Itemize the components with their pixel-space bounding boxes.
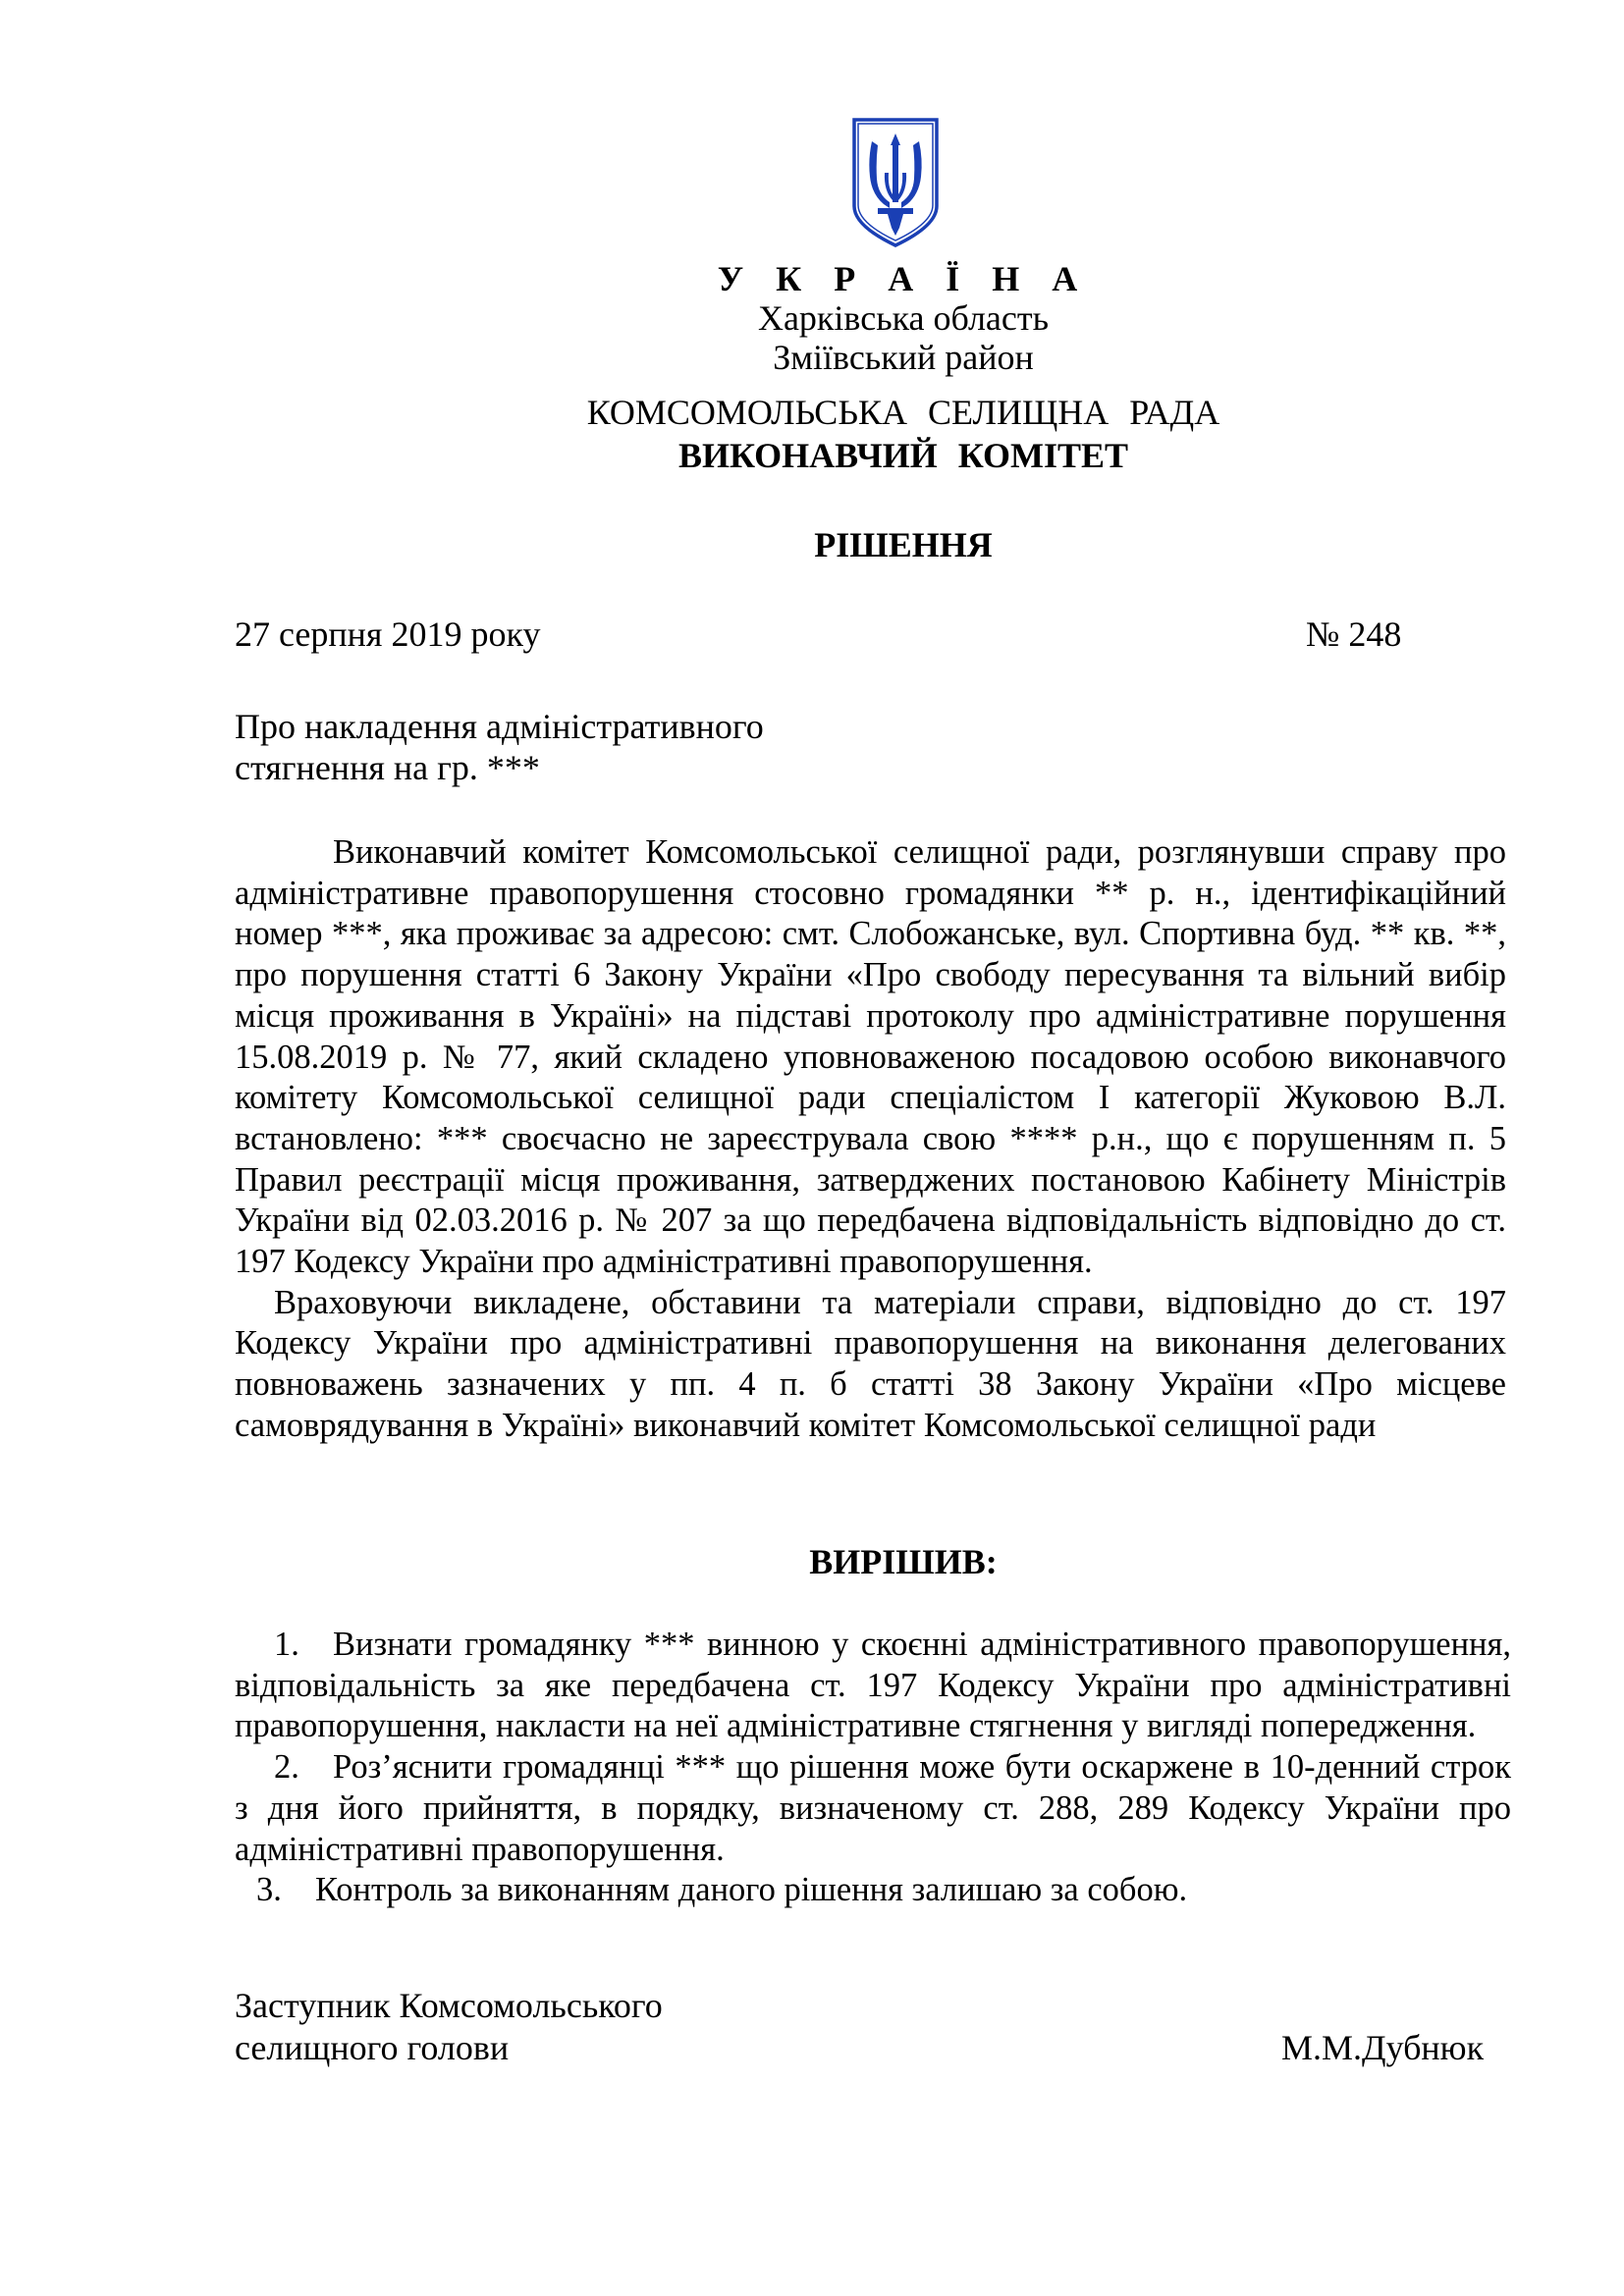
decisions-list [235,1625,1511,1911]
signatory-name: М.М.Дубнюк [1281,2028,1485,2067]
decision-heading: ВИРІШИВ: [809,1542,998,1581]
document-body [235,832,1506,1447]
subject-line-1: Про накладення адміністративного [235,707,764,746]
decision-item-text: Контроль за виконанням даного рішення залишаю за собою. [315,1871,1188,1909]
document-type-heading: РІШЕННЯ [814,525,993,564]
decision-item-number: 2. [274,1748,299,1787]
decision-item-3 [235,1870,1511,1911]
document-date: 27 серпня 2019 року [235,614,541,654]
region-line: Харківська область [757,298,1050,338]
country-title: У К Р А Ї Н А [717,259,1090,298]
decision-item-number: 3. [256,1871,282,1909]
body-paragraph-1: Виконавчий комітет Комсомольської селищної ради, розглянувши справу про адміністративне правопорушення стосовно громадянки ** р. н., ідентифікаційний номер ***, яка проживає за адресою: смт. Слобожанське, вул. Спортивна буд. ** кв. **, про порушення статті 6 Закону України «Про свободу пересування та вільний вибір місця проживання в Україні» на підставі протоколу про адміністративне порушення 15.08.2019 р. № 77, який складено уповноваженою посадовою особою виконавчого комітету Комсомольської селищної ради спеціалістом І категорії Жуковою В.Л. встановлено: *** своєчасно не зареєструвала свою **** р.н., що є порушенням п. 5 Правил реєстрації місця проживання, затверджених постановою Кабінету Міністрів України від 02.03.2016 р. № 207 за що передбачена відповідальність відповідно до ст. 197 Кодексу України про адміністративні правопорушення. [235,833,1506,1281]
body-paragraph-2: Враховуючи викладене, обставини та матеріали справи, відповідно до ст. 197 Кодексу України про адміністративні правопорушення на виконання делегованих повноважень зазначених у пп. 4 п. б статті 38 Закону України «Про місцеве самоврядування в Україні» виконавчий комітет Комсомольської селищної ради [235,1283,1506,1444]
decision-item-text: Роз’яснити громадянці *** що рішення може бути оскаржене в 10-денний строк з дня його прийняття, в порядку, визначеному ст. 288, 289 Кодексу України про адміністративні правопорушення. [235,1748,1511,1868]
decision-item-text: Визнати громадянку *** винною у скоєнні адміністративного правопорушення, відповідальність за яке передбачена ст. 197 Кодексу України про адміністративні правопорушення, накласти на неї адміністративне стягнення у вигляді попередження. [235,1626,1511,1745]
decision-item-1 [235,1625,1511,1747]
district-line: Зміївський район [773,338,1034,377]
decision-item-number: 1. [274,1626,299,1663]
document-number: № 248 [1306,614,1402,654]
decision-item-2 [235,1747,1511,1870]
council-name: КОМСОМОЛЬСЬКА СЕЛИЩНА РАДА [586,393,1220,432]
trident-coat-of-arms-icon [850,116,941,249]
committee-name: ВИКОНАВЧИЙ КОМІТЕТ [677,436,1129,475]
signatory-position-line-1: Заступник Комсомольського [235,1986,663,2025]
signatory-position-line-2: селищного голови [235,2028,510,2067]
subject-line-2: стягнення на гр. *** [235,748,540,787]
